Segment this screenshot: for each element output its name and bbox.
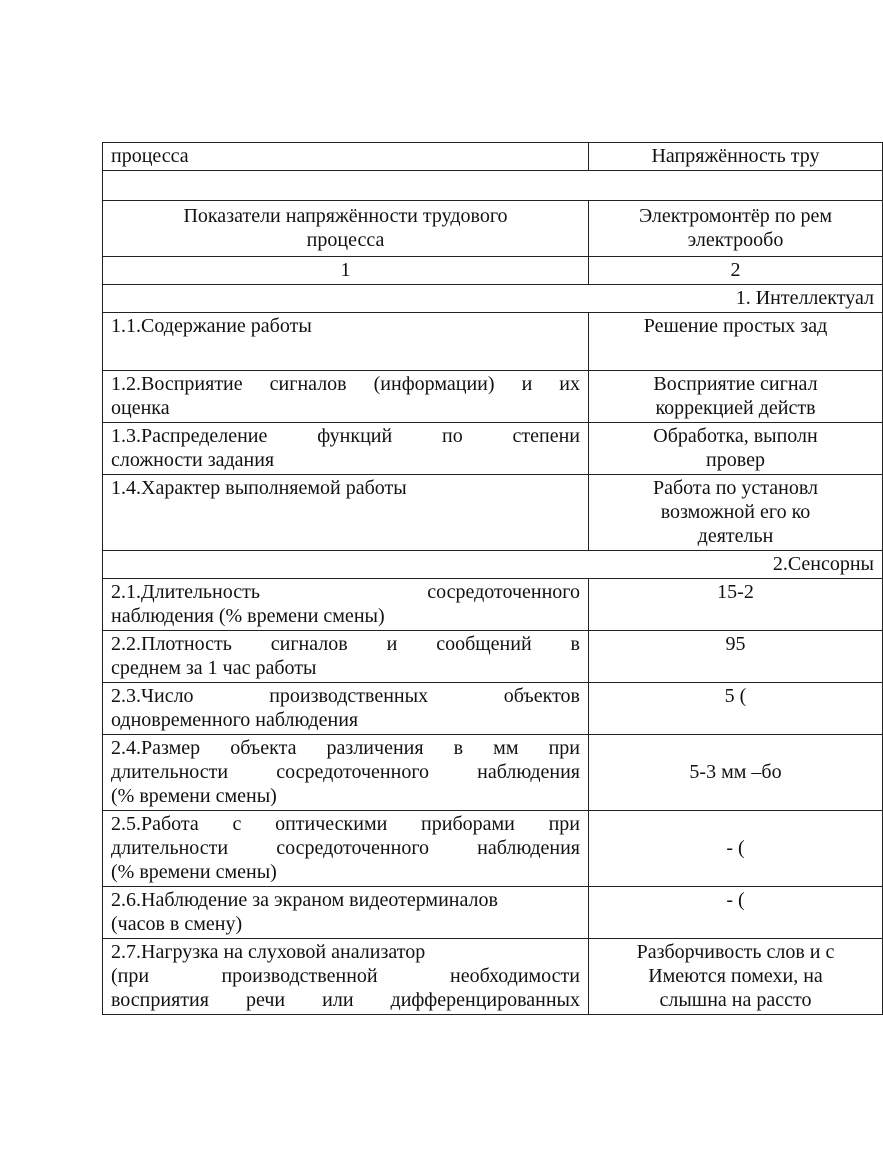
indicator-value xyxy=(589,423,883,475)
value-line: слышна на рассто xyxy=(659,989,812,1011)
table-row xyxy=(103,313,883,371)
column-number: 1 xyxy=(103,257,589,285)
indicator-value xyxy=(589,475,883,551)
section-row xyxy=(103,285,883,313)
label-line: 2.5.Работа с оптическими приборами при xyxy=(111,813,580,835)
indicator-label xyxy=(103,579,589,631)
header-cell-indicators xyxy=(103,201,589,257)
indicator-label xyxy=(103,811,589,887)
header-text: процесса xyxy=(306,229,385,251)
value-line: Имеются помехи, на xyxy=(648,965,823,987)
table-row xyxy=(103,887,883,939)
empty-row xyxy=(103,171,883,201)
column-number: 2 xyxy=(589,257,883,285)
table-row xyxy=(103,171,883,201)
table-row xyxy=(103,371,883,423)
table-cell: процесса xyxy=(103,143,589,171)
label-line: 2.2.Плотность сигналов и сообщений в xyxy=(111,633,580,655)
label-line: 1.1.Содержание работы xyxy=(111,315,312,337)
table-row xyxy=(103,423,883,475)
indicator-value: 15-2 xyxy=(589,579,883,631)
table-row xyxy=(103,811,883,887)
header-text: Электромонтёр по рем xyxy=(638,205,833,227)
table-row xyxy=(103,683,883,735)
indicator-label xyxy=(103,423,589,475)
label-line: длительности сосредоточенного наблюдения xyxy=(111,761,580,783)
indicator-label xyxy=(103,735,589,811)
label-line: (% времени смены) xyxy=(111,861,277,883)
table-row xyxy=(103,143,883,171)
label-line: (% времени смены) xyxy=(111,785,277,807)
table-header-row xyxy=(103,201,883,257)
label-line: 2.7.Нагрузка на слуховой анализатор xyxy=(111,941,426,963)
label-line: восприятия речи или дифференцированных xyxy=(111,989,580,1011)
indicator-value: - ( xyxy=(589,887,883,939)
header-cell-profession xyxy=(589,201,883,257)
indicator-label xyxy=(103,631,589,683)
header-text: Показатели напряжённости трудового xyxy=(183,205,508,227)
label-line: одновременного наблюдения xyxy=(111,709,359,731)
label-line: оценка xyxy=(111,397,170,419)
table-row xyxy=(103,735,883,811)
table-row xyxy=(103,579,883,631)
label-line: 1.2.Восприятие сигналов (информации) и их xyxy=(111,373,580,395)
column-number-row xyxy=(103,257,883,285)
indicator-value xyxy=(589,939,883,1015)
value-line: Работа по установл xyxy=(652,477,819,499)
indicator-label xyxy=(103,683,589,735)
value-line: Восприятие сигнал xyxy=(653,373,818,395)
value-line: Разборчивость слов и с xyxy=(636,941,835,963)
value-line: коррекцией действ xyxy=(655,397,816,419)
document-page xyxy=(102,142,874,1015)
label-line: наблюдения (% времени смены) xyxy=(111,605,385,627)
indicator-label xyxy=(103,313,589,371)
indicator-value: 5-3 мм –бо xyxy=(589,735,883,811)
table-row xyxy=(103,475,883,551)
indicator-value: - ( xyxy=(589,811,883,887)
indicator-value xyxy=(589,313,883,371)
indicator-value xyxy=(589,371,883,423)
table-row xyxy=(103,939,883,1015)
indicator-value: 5 ( xyxy=(589,683,883,735)
table-row xyxy=(103,631,883,683)
labor-intensity-table xyxy=(102,142,883,1015)
table-cell: Напряжённость тру xyxy=(589,143,883,171)
indicator-label xyxy=(103,939,589,1015)
header-text: электрообо xyxy=(687,229,784,251)
indicator-label xyxy=(103,475,589,551)
section-row xyxy=(103,551,883,579)
label-line: 2.3.Число производственных объектов xyxy=(111,685,580,707)
section-title: 2.Сенсорны xyxy=(103,551,883,579)
value-line: Обработка, выполн xyxy=(653,425,818,447)
indicator-label xyxy=(103,887,589,939)
value-line: деятельн xyxy=(697,525,774,547)
label-line: (часов в смену) xyxy=(111,913,243,935)
label-line: 2.1.Длительность сосредоточенного xyxy=(111,581,580,603)
indicator-label xyxy=(103,371,589,423)
label-line: 2.4.Размер объекта различения в мм при xyxy=(111,737,580,759)
label-line: среднем за 1 час работы xyxy=(111,657,317,679)
section-title: 1. Интеллектуал xyxy=(103,285,883,313)
label-line: 1.4.Характер выполняемой работы xyxy=(111,477,407,499)
indicator-value: 95 xyxy=(589,631,883,683)
label-line: сложности задания xyxy=(111,449,275,471)
label-line: 2.6.Наблюдение за экраном видеотерминалов xyxy=(111,889,498,911)
value-line: провер xyxy=(706,449,765,471)
value-line: возможной его ко xyxy=(660,501,811,523)
value-line: Решение простых зад xyxy=(643,315,828,337)
label-line: (при производственной необходимости xyxy=(111,965,580,987)
label-line: длительности сосредоточенного наблюдения xyxy=(111,837,580,859)
label-line: 1.3.Распределение функций по степени xyxy=(111,425,580,447)
